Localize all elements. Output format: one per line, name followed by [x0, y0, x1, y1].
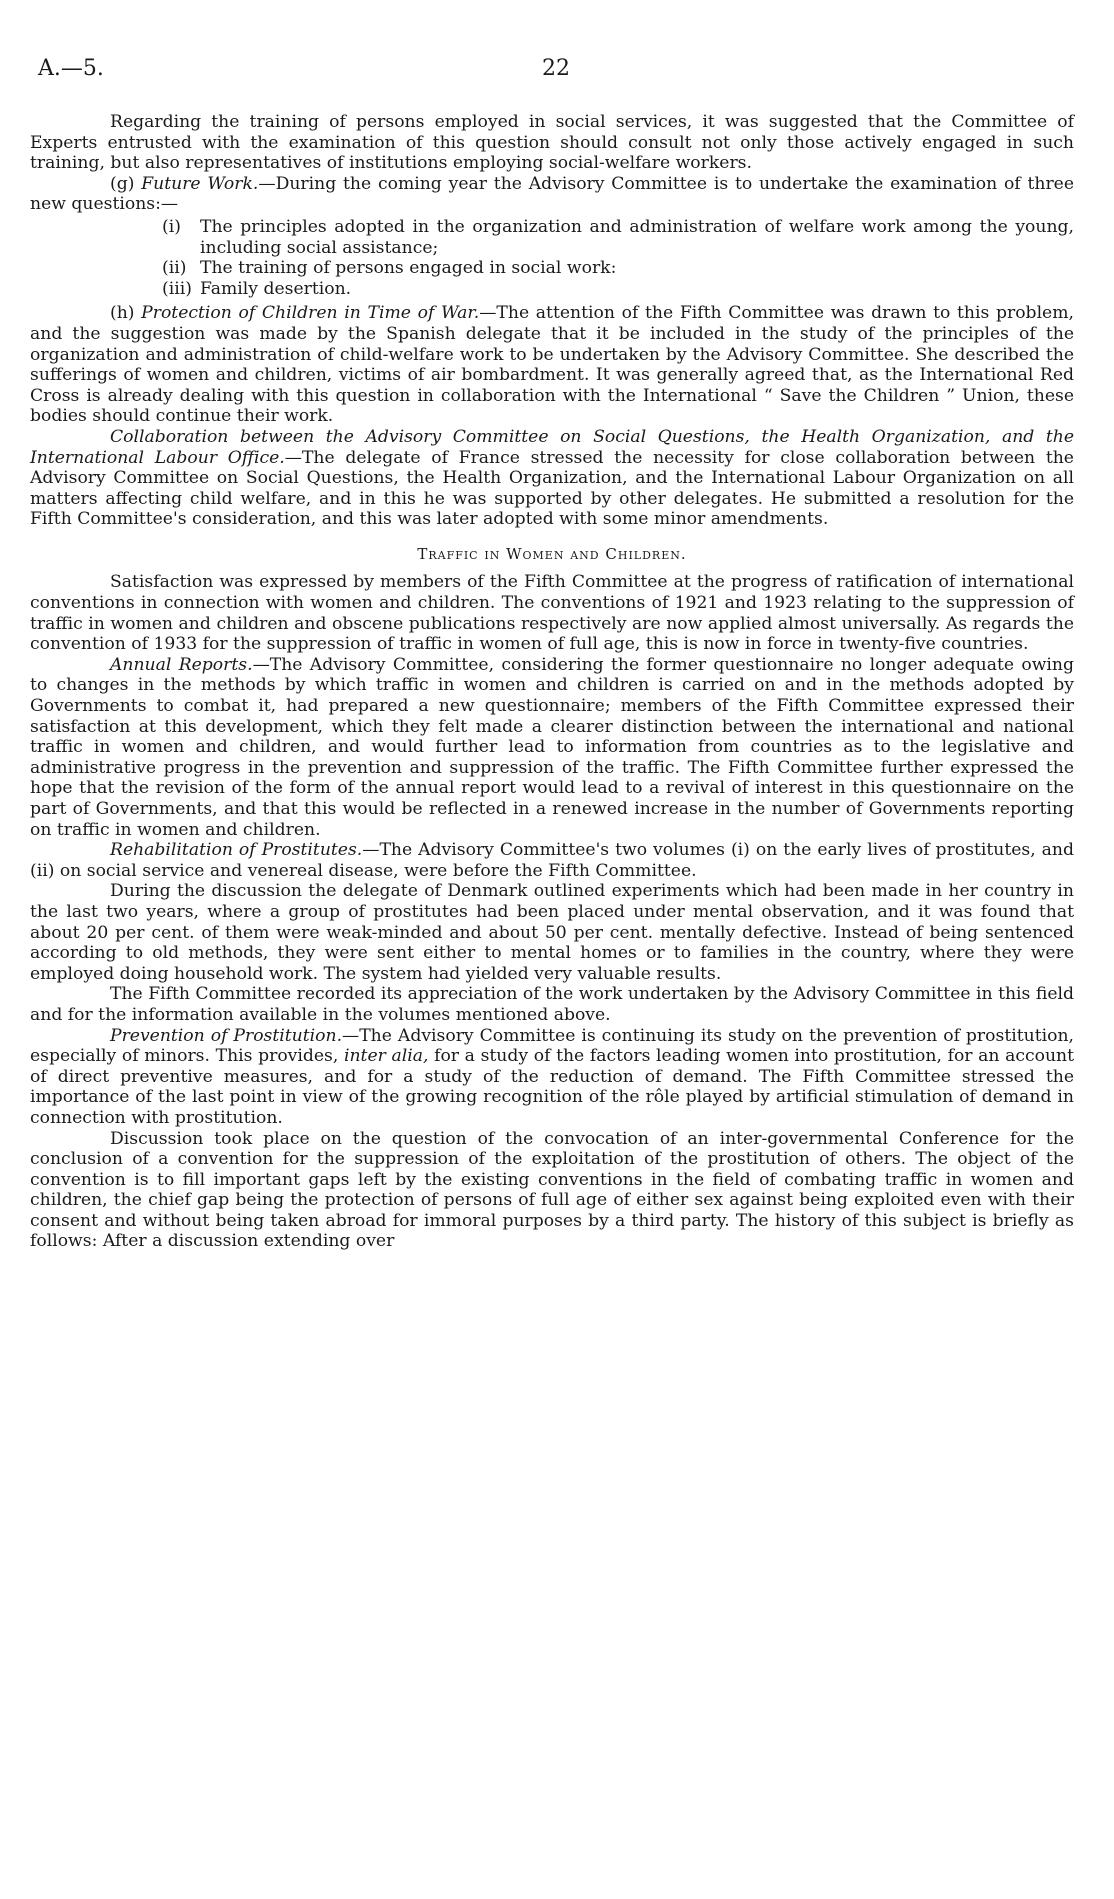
list-item: [162, 217, 1074, 258]
heading-annual-reports: Annual Reports.: [110, 654, 253, 675]
heading-collaboration: Collaboration between the Advisory Committee on Social Questions, the Health Organization, and the International Labour Office.: [30, 426, 1074, 468]
paragraph-prevention: [30, 1026, 1074, 1129]
document-id: A.—5.: [38, 56, 104, 81]
marker-g: (g): [110, 173, 135, 194]
paragraph-denmark: During the discussion the delegate of Denmark outlined experiments which had been made in her country in the last two years, where a group of prostitutes had been placed under mental observation, and it was found that about 20 per cent. of them were weak-minded and about 50 per cent. mentally defective. Instead of being sentenced according to old methods, they were sent either to mental homes or to families in the country, where they were employed doing household work. The system had yielded very valuable results.: [30, 881, 1074, 984]
heading-future-work: Future Work.: [141, 173, 259, 194]
inter-alia: inter alia,: [343, 1046, 429, 1067]
future-work-list: [30, 217, 1074, 299]
text-prevention-b: for a study of the factors leading women into prostitution, for an account of direct preventive measures, and for a study of the reduction of demand. The Fifth Committee stressed the importance of the last point in view of the growing recognition of the rôle played by artificial stimulation of demand in connection with prostitution.: [30, 1046, 1075, 1128]
section-title: Traffic in Women and Children.: [417, 544, 687, 563]
list-item-text: The training of persons engaged in social work:: [200, 258, 617, 279]
text-rehabilitation: —The Advisory Committee's two volumes (i) on the early lives of prostitutes, and (ii) on social service and venereal disease, were before the Fifth Committee.: [30, 840, 1074, 881]
paragraph-future-work: [30, 174, 1074, 215]
text-prevention-a: —The Advisory Committee is continuing its study on the prevention of prostitution, especially of minors. This provides,: [30, 1025, 1074, 1067]
paragraph-annual-reports: [30, 655, 1074, 840]
paragraph-appreciation: The Fifth Committee recorded its appreciation of the work undertaken by the Advisory Committee in this field and for the information available in the volumes mentioned above.: [30, 984, 1074, 1025]
text-annual-reports: —The Advisory Committee, considering the former questionnaire no longer adequate owing to changes in the methods by which traffic in women and children is carried on and in the methods adopted by Governments to combat it, had prepared a new questionnaire; members of the Fifth Committee expressed their satisfaction at this development, which they felt made a clearer distinction between the international and national traffic in women and children, and would further lead to information from countries as to the legislative and administrative progress in the prevention and suppression of the traffic. The Fifth Committee further expressed the hope that the revision of the form of the annual report would lead to a revival of interest in this questionnaire on the part of Governments, and that this would be reflected in a renewed increase in the number of Governments reporting on traffic in women and children.: [30, 654, 1074, 840]
text-collaboration: —The delegate of France stressed the necessity for close collaboration between the Advisory Committee on Social Questions, the Health Organization, and the International Labour Organization on all matters affecting child welfare, and in this he was supported by other delegates. He submitted a resolution for the Fifth Committee's consideration, and this was later adopted with some minor amendments.: [30, 447, 1074, 530]
list-item: [162, 279, 1074, 300]
paragraph-protection: [30, 303, 1074, 427]
list-item-number: (i): [162, 216, 181, 237]
paragraph-satisfaction: Satisfaction was expressed by members of the Fifth Committee at the progress of ratification of international conventions in connection with women and children. The conventions of 1921 and 1923 relating to the suppression of traffic in women and children and obscene publications respectively are now applied almost universally. As regards the convention of 1933 for the suppression of traffic in women of full age, this is now in force in twenty-five countries.: [30, 572, 1074, 655]
heading-rehabilitation: Rehabilitation of Prostitutes.: [110, 840, 363, 861]
paragraph-collaboration: [30, 427, 1074, 530]
list-item-text: Family desertion.: [200, 278, 352, 299]
paragraph-training: Regarding the training of persons employed in social services, it was suggested that the Committee of Experts entrusted with the examination of this question should consult not only those actively engaged in such training, but also representatives of institutions employing social-welfare workers.: [30, 112, 1074, 174]
list-item-number: (ii): [162, 258, 187, 279]
list-item: [162, 258, 1074, 279]
marker-h: (h): [110, 303, 135, 324]
list-item-text: The principles adopted in the organization and administration of welfare work among the young, including social assistance;: [200, 216, 1074, 258]
text-future-work: —During the coming year the Advisory Committee is to undertake the examination of three new questions:—: [30, 173, 1075, 215]
heading-protection: Protection of Children in Time of War.: [141, 303, 480, 324]
list-item-number: (iii): [162, 278, 192, 299]
paragraph-discussion: Discussion took place on the question of the convocation of an inter-governmental Conference for the conclusion of a convention for the suppression of the exploitation of the prostitution of others. The object of the convention is to fill important gaps left by the existing conventions in the field of combating traffic in women and children, the chief gap being the protection of persons of full age of either sex against being exploited even with their consent and without being taken abroad for immoral purposes by a third party. The history of this subject is briefly as follows: After a discussion extending over: [30, 1128, 1074, 1252]
page-body: [30, 112, 1074, 1252]
heading-prevention: Prevention of Prostitution.: [110, 1025, 343, 1046]
paragraph-rehabilitation: [30, 840, 1074, 881]
page-number: 22: [542, 56, 570, 81]
page-header: [38, 56, 1058, 86]
text-protection: —The attention of the Fifth Committee was drawn to this problem, and the suggestion was made by the Spanish delegate that it be included in the study of the principles of the organization and administration of child-welfare work to be undertaken by the Advisory Committee. She described the sufferings of women and children, victims of air bombardment. It was generally agreed that, as the International Red Cross is already dealing with this question in collaboration with the International “ Save the Children ” Union, these bodies should continue their work.: [30, 303, 1074, 427]
